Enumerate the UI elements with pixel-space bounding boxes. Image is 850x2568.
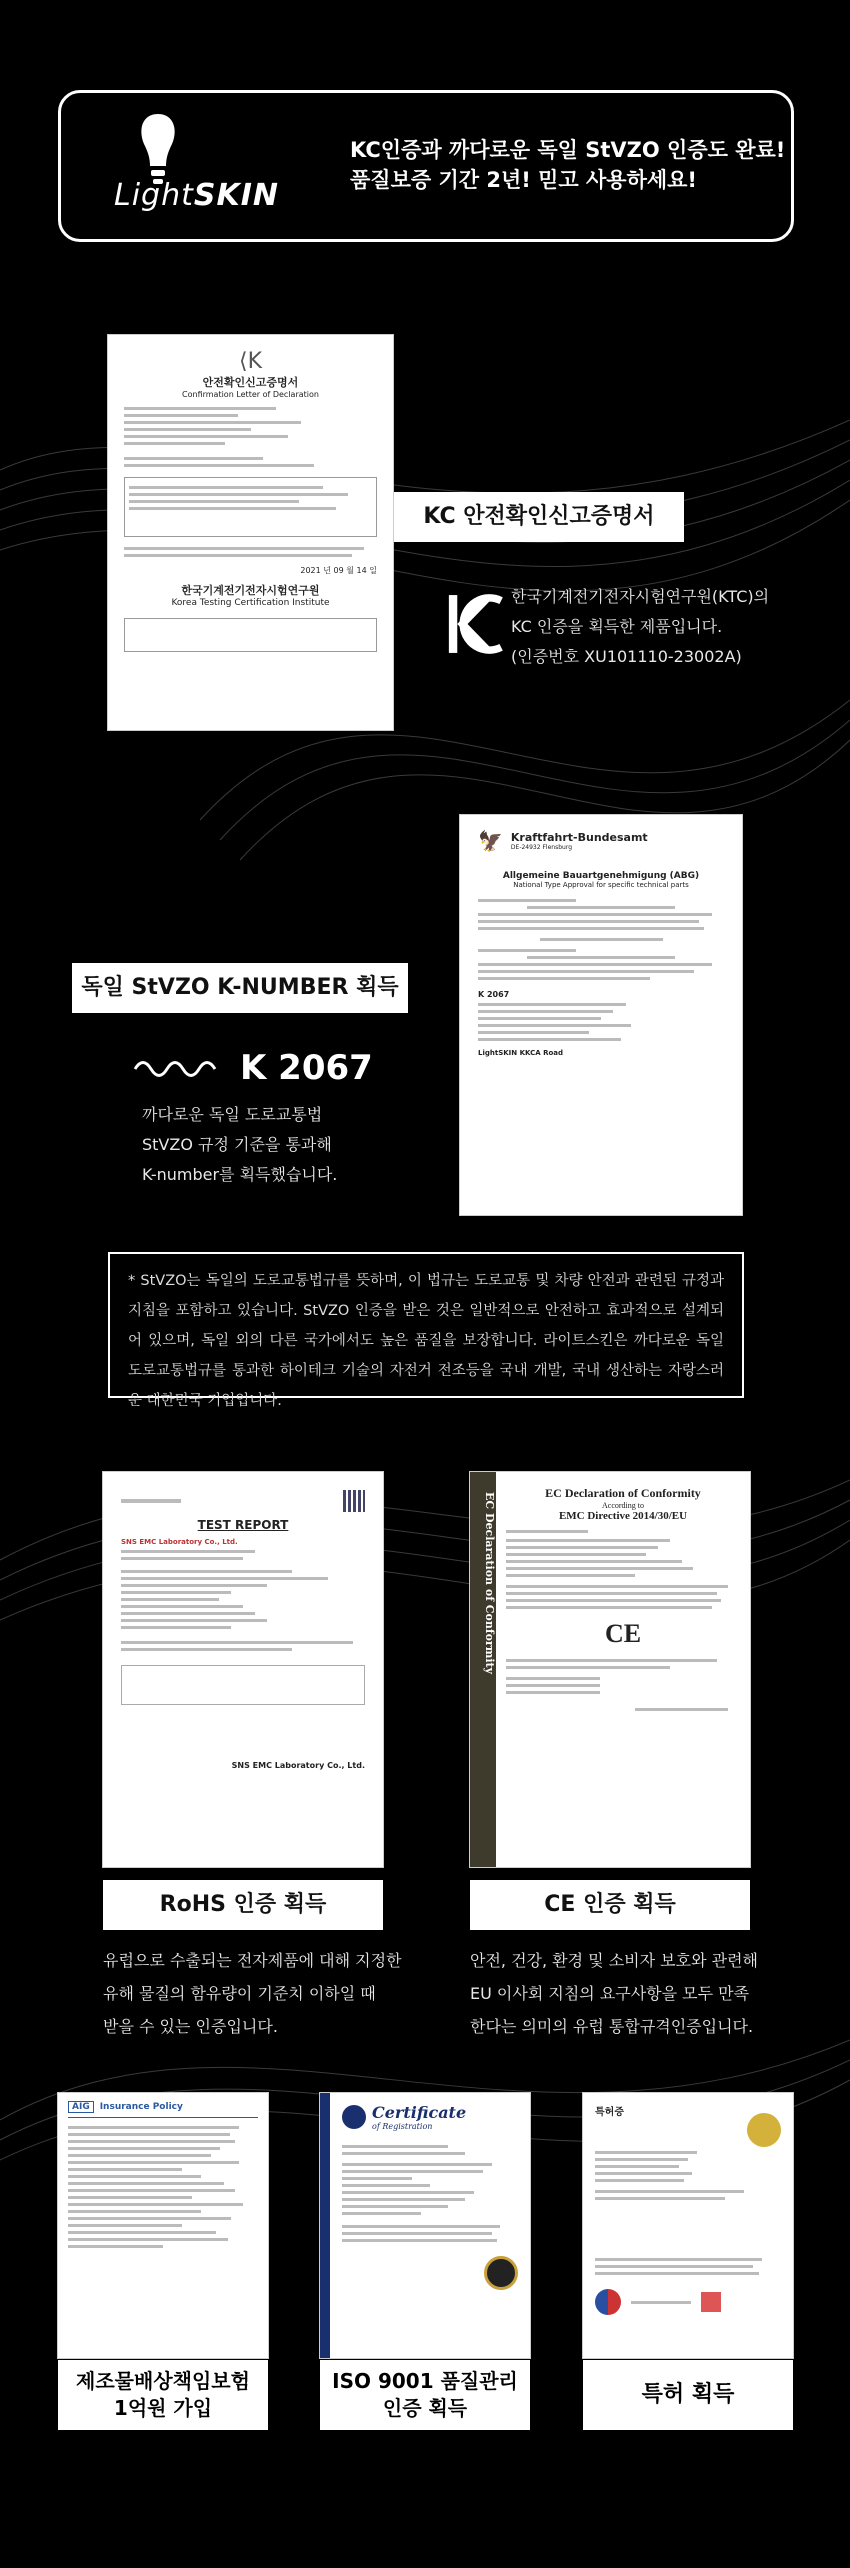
insurance-logo: AIG — [68, 2101, 94, 2113]
insurance-label-line1: 제조물배상책임보험 — [76, 2369, 250, 2393]
iso-certificate-image — [320, 2093, 530, 2358]
kc-desc-line2: KC 인증을 획득한 제품입니다. — [511, 617, 723, 636]
kc-doc-title-kr: 안전확인신고증명서 — [202, 376, 299, 389]
ce-doc-directive: EMC Directive 2014/30/EU — [558, 1510, 688, 1522]
stvzo-knumber: K 2067 — [240, 1048, 373, 1088]
kc-doc-title-en: Confirmation Letter of Declaration — [182, 390, 319, 399]
eagle-emblem-icon: 🦅 — [478, 829, 503, 853]
iso-doc-sub: of Registration — [372, 2122, 433, 2131]
stvzo-desc-line1: 까다로운 독일 도로교통법 — [142, 1105, 323, 1124]
rohs-doc-lab: SNS EMC Laboratory Co., Ltd. — [231, 1761, 365, 1770]
patent-stamp-icon — [701, 2292, 721, 2312]
rohs-report-image — [103, 1472, 383, 1867]
ce-description — [470, 1944, 770, 2043]
rohs-description — [103, 1944, 403, 2043]
ce-doc-title: EC Declaration of Conformity — [545, 1486, 701, 1500]
iso-label-line2: 인증 획득 — [382, 2396, 468, 2420]
ce-declaration-image — [470, 1472, 750, 1867]
stvzo-notice: * StVZO는 독일의 도로교통법규를 뜻하며, 이 법규는 도로교통 및 차량 안전과 관련된 규정과 지침을 포함하고 있습니다. StVZO 인증을 받은 것은 일반적으로 안전하고 효과적으로 설계되어 있으며, 독일 외의 다른 국가에서도 높은 품질을 보장합니다. 라이트스킨은 까다로운 독일 도로교통법규를 통과한 하이테크 기술의 자전거 전조등을 국내 개발, 국내 생산하는 자랑스러운 대한민국 기업입니다. — [108, 1252, 744, 1398]
gold-seal-icon — [747, 2113, 781, 2147]
stvzo-description — [142, 1100, 337, 1190]
rohs-desc-line1: 유럽으로 수출되는 전자제품에 대해 지정한 — [103, 1951, 402, 1970]
ce-desc-line3: 한다는 의미의 유럽 통합규격인증입니다. — [470, 2017, 754, 2036]
rohs-label: RoHS 인증 획득 — [103, 1880, 383, 1930]
ce-desc-line1: 안전, 건강, 환경 및 소비자 보호와 관련해 — [470, 1951, 758, 1970]
insurance-label-line2: 1억원 가입 — [113, 2396, 213, 2420]
kc-doc-org-en: Korea Testing Certification Institute — [171, 598, 330, 608]
rohs-doc-title: TEST REPORT — [197, 1518, 289, 1532]
kc-description — [511, 582, 769, 672]
kipo-logo-icon — [595, 2289, 621, 2315]
insurance-label — [58, 2360, 268, 2430]
insurance-policy-image — [58, 2093, 268, 2358]
header-line1: KC인증과 까다로운 독일 StVZO 인증도 완료! — [350, 138, 786, 162]
rohs-doc-lab-top: SNS EMC Laboratory Co., Ltd. — [121, 1538, 238, 1546]
brand-light: Light — [114, 178, 194, 213]
ce-mark: CE — [604, 1619, 642, 1648]
iso-doc-title: Certificate — [372, 2103, 467, 2122]
patent-label — [583, 2360, 793, 2430]
kc-doc-date: 2021 년 09 월 14 일 — [300, 566, 377, 575]
stvzo-label: 독일 StVZO K-NUMBER 획득 — [72, 963, 408, 1013]
patent-doc-title: 특허증 — [595, 2107, 624, 2118]
brand-skin: SKIN — [193, 178, 279, 213]
stvzo-doc-org: Kraftfahrt-Bundesamt — [510, 831, 648, 844]
ce-doc-side: EC Declaration of Conformity — [470, 1472, 496, 1867]
kc-logo-icon: ⟨K — [238, 349, 262, 374]
stvzo-desc-line2: StVZO 규정 기준을 통과해 — [142, 1135, 332, 1154]
wave-icon — [132, 1054, 224, 1084]
rohs-desc-line2: 유해 물질의 함유량이 기준치 이하일 때 — [103, 1984, 376, 2003]
ce-label: CE 인증 획득 — [470, 1880, 750, 1930]
patent-label-text: 특허 획득 — [641, 2382, 735, 2407]
header-headline — [350, 135, 785, 195]
ce-desc-line2: EU 이사회 지침의 요구사항을 모두 만족 — [470, 1984, 750, 2003]
rohs-desc-line3: 받을 수 있는 인증입니다. — [103, 2017, 278, 2036]
brand-logo — [114, 178, 279, 213]
stvzo-doc-title: Allgemeine Bauartgenehmigung (ABG) — [502, 871, 700, 881]
insurance-doc-title: Insurance Policy — [99, 2102, 183, 2112]
jcr-seal-icon — [484, 2256, 518, 2290]
kc-doc-org-kr: 한국기계전기전자시험연구원 — [181, 584, 320, 597]
stvzo-doc-number: K 2067 — [478, 990, 510, 999]
iso-seal-icon — [342, 2105, 366, 2129]
stvzo-doc-title-en: National Type Approval for specific technical parts — [513, 881, 689, 889]
stvzo-doc-road: LightSKIN KKCA Road — [478, 1049, 564, 1057]
qr-code-icon — [343, 1490, 365, 1512]
kc-label: KC 안전확인신고증명서 — [394, 492, 684, 542]
kc-desc-line1: 한국기계전기전자시험연구원(KTC)의 — [511, 587, 770, 606]
kc-mark-icon — [447, 590, 503, 658]
iso-label — [320, 2360, 530, 2430]
kc-desc-line3: (인증번호 XU101110-23002A) — [511, 647, 742, 666]
stvzo-certificate-image — [460, 815, 742, 1215]
kc-certificate-image — [108, 335, 393, 730]
stvzo-desc-line3: K-number를 획득했습니다. — [142, 1165, 338, 1184]
ce-doc-sub: According to — [602, 1501, 644, 1510]
iso-label-line1: ISO 9001 품질관리 — [332, 2369, 518, 2393]
stvzo-doc-sub: DE-24932 Flensburg — [510, 844, 572, 851]
patent-certificate-image — [583, 2093, 793, 2358]
header-line2: 품질보증 기간 2년! 믿고 사용하세요! — [350, 168, 698, 192]
